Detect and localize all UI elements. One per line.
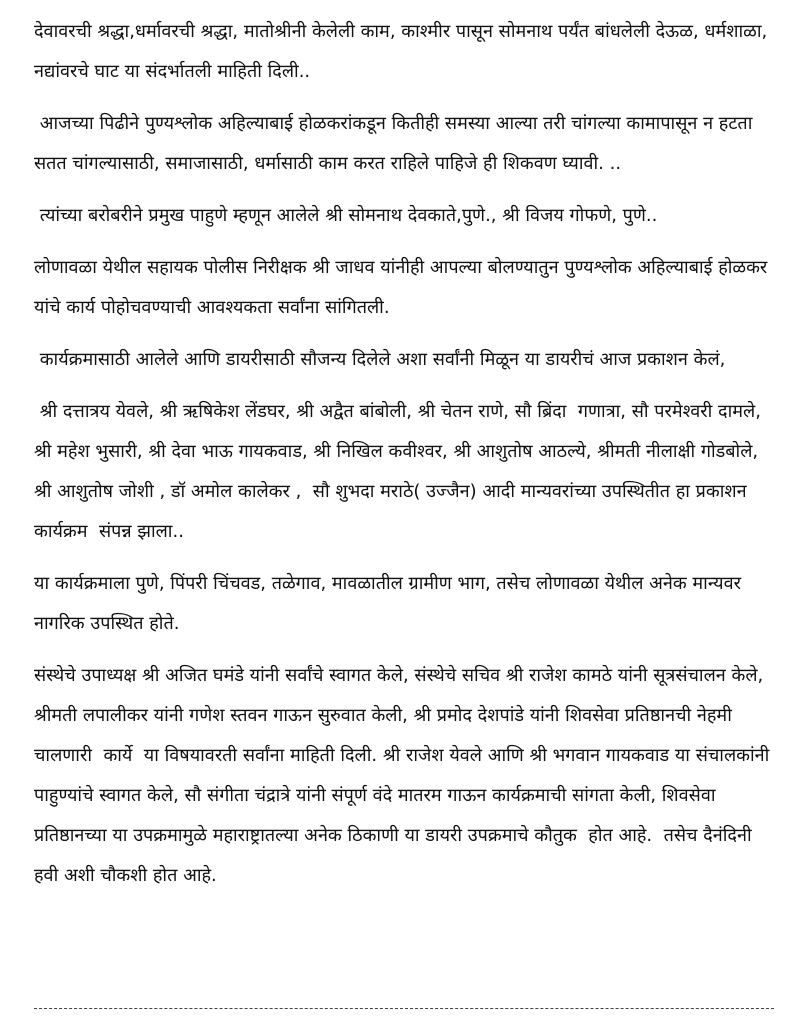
paragraph-3: त्यांच्या बरोबरीने प्रमुख पाहुणे म्हणून आलेले श्री सोमनाथ देवकाते,पुणे., श्री विजय गोफणे, पुणे.. — [34, 205, 658, 226]
paragraph-5: कार्यक्रमासाठी आलेले आणि डायरीसाठी सौजन्य दिलेले अशा सर्वांनी मिळून या डायरीचं आज प्रकाशन केलं, — [34, 349, 726, 370]
paragraph-8: संस्थेचे उपाध्यक्ष श्री अजित घमंडे यांनी सर्वांचे स्वागत केले, संस्थेचे सचिव श्री राजेश कामठे यांनी सूत्रसंचालन केले, श्रीमती लपालीकर यांनी गणेश स्तवन गाऊन सुरुवात केली, श्री प्रमोद देशपांडे यांनी शिवसेवा प्रतिष्ठानची नेहमी चालणारी कार्ये या विषयावरती सर्वांना माहिती दिली. श्री राजेश येवले आणि श्री भगवान गायकवाड या संचालकांनी पाहुण्यांचे स्वागत केले, सौ संगीता चंद्रात्रे यांनी संपूर्ण वंदे मातरम गाऊन कार्यक्रमाची सांगता केली, शिवसेवा प्रतिष्ठानच्या या उपक्रमामुळे महाराष्ट्रातल्या अनेक ठिकाणी या डायरी उपक्रमाचे कौतुक होत आहे. तसेच दैनंदिनी हवी अशी चौकशी होत आहे. — [34, 665, 781, 886]
paragraph-6: श्री दत्तात्रय येवले, श्री ऋषिकेश लेंडघर, श्री अद्वैत बांबोली, श्री चेतन राणे, सौ ब्रिंदा गणात्रा, सौ परमेश्वरी दामले, श्री महेश भुसारी, श्री देवा भाऊ गायकवाड, श्री निखिल कवीश्वर, श्री आशुतोष आठल्ये, श्रीमती नीलाक्षी गोडबोले, श्री आशुतोष जोशी , डॉ अमोल कालेकर , सौ शुभदा मराठे( उज्जैन) आदी मान्यवरांच्या उपस्थितीत हा प्रकाशन कार्यक्रम संपन्न झाला.. — [34, 401, 770, 542]
paragraph-2: आजच्या पिढीने पुण्यश्लोक अहिल्याबाई होळकरांकडून कितीही समस्या आल्या तरी चांगल्या कामापासून न हटता सतत चांगल्यासाठी, समाजासाठी, धर्मासाठी काम करत राहिले पाहिजे ही शिकवण घ्यावी. .. — [34, 113, 759, 174]
paragraph-7: या कार्यक्रमाला पुणे, पिंपरी चिंचवड, तळेगाव, मावळातील ग्रामीण भाग, तसेच लोणावळा येथील अनेक मान्यवर नागरिक उपस्थित होते. — [34, 573, 747, 634]
paragraph-1: देवावरची श्रद्धा,धर्मावरची श्रद्धा, मातोश्रीनी केलेली काम, काश्मीर पासून सोमनाथ पर्यंत बांधलेली देऊळ, धर्मशाळा, नद्यांवरचे घाट या संदर्भातली माहिती दिली.. — [34, 21, 773, 82]
dashed-separator — [34, 1008, 774, 1009]
paragraph-4: लोणावळा येथील सहायक पोलीस निरीक्षक श्री जाधव यांनीही आपल्या बोलण्यातुन पुण्यश्लोक अहिल्याबाई होळकर यांचे कार्य पोहोचवण्याची आवश्यकता सर्वांना सांगितली. — [34, 257, 774, 318]
document-body — [34, 12, 781, 908]
